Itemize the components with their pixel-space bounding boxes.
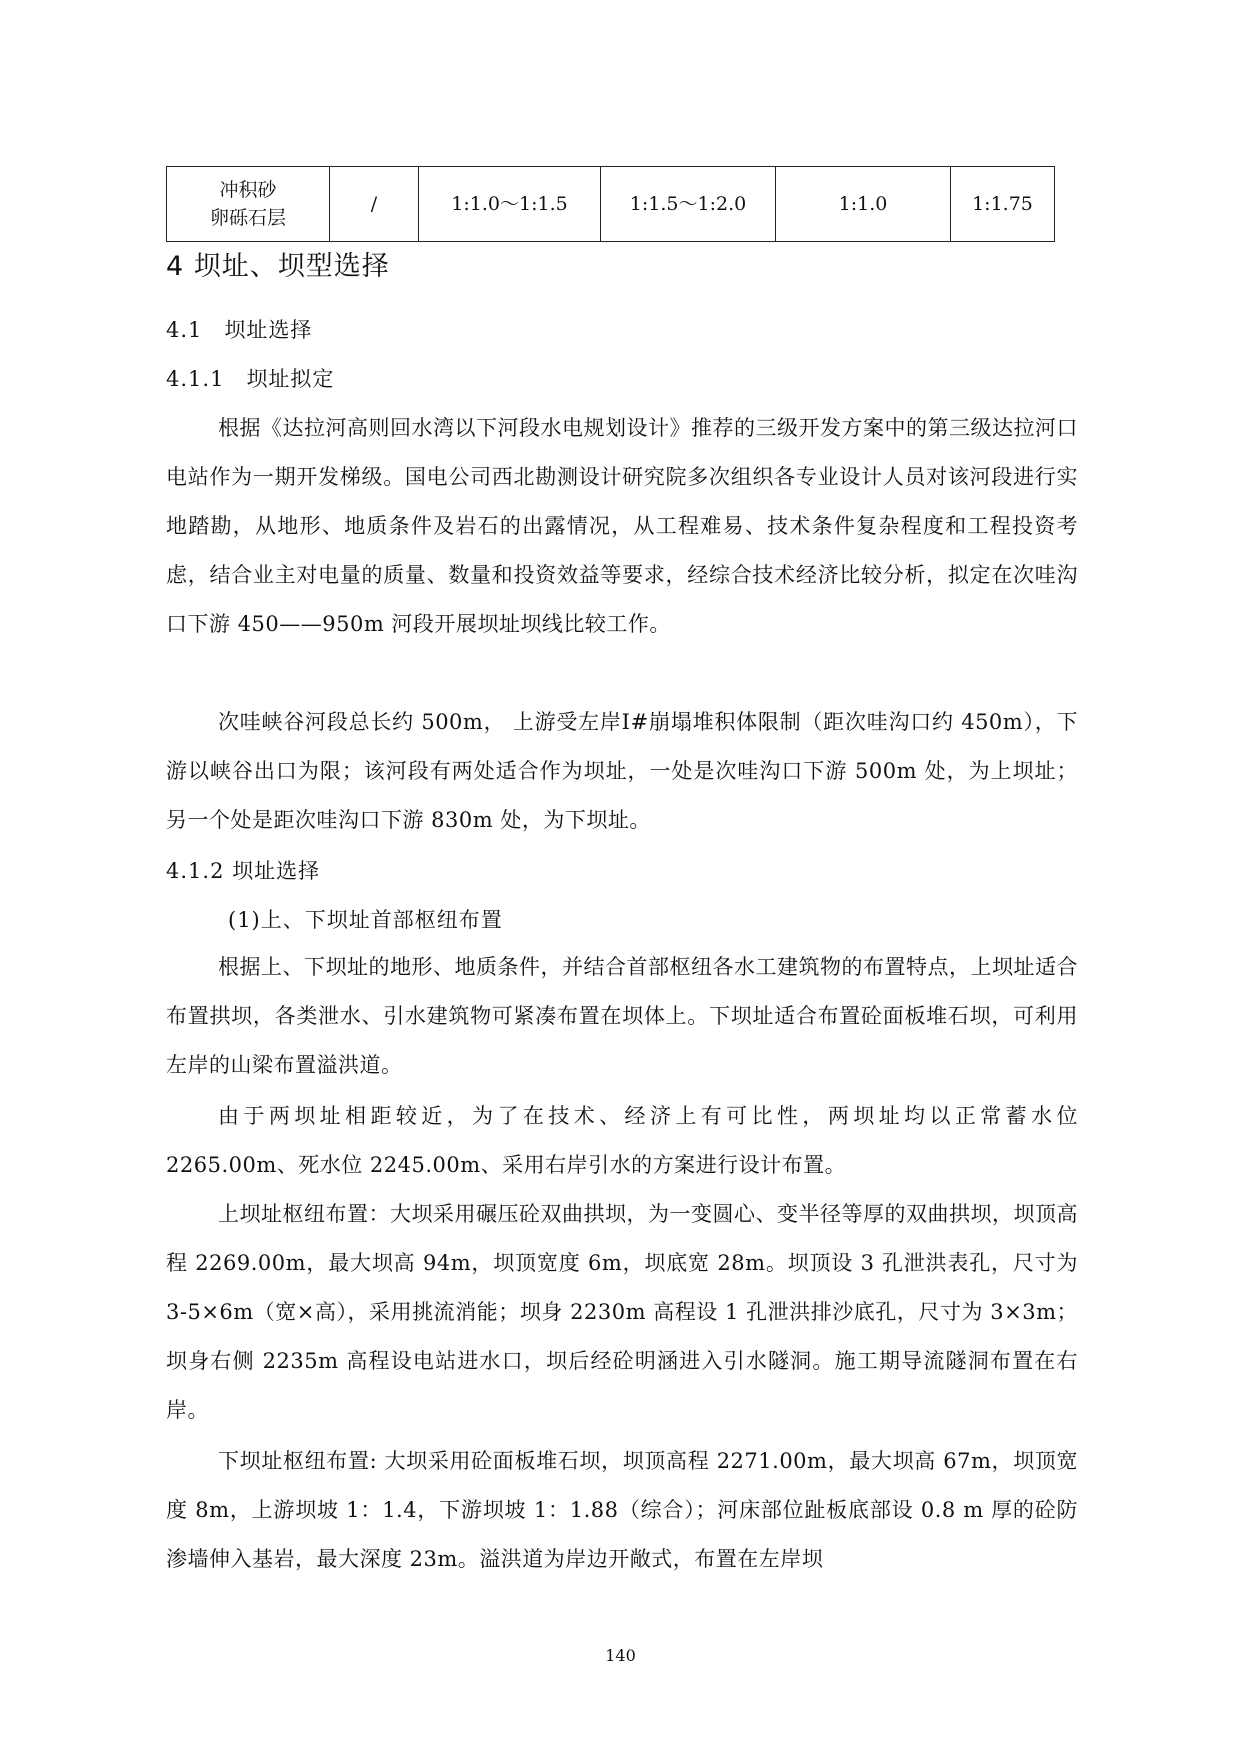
table-cell xyxy=(601,167,776,242)
table-cell xyxy=(951,167,1055,242)
cell-text: 1:1.0～1:1.5 xyxy=(451,193,568,215)
section-title: 坝址选择 xyxy=(224,318,313,342)
table-cell-stratum xyxy=(167,167,330,242)
list-item-heading: (1)上、下坝址首部枢纽布置 xyxy=(228,908,503,932)
paragraph: 下坝址枢纽布置: 大坝采用砼面板堆石坝，坝顶高程 2271.00m，最大坝高 67m，坝顶宽度 8m，上游坝坡 1：1.4，下游坝坡 1：1.88（综合）；河床部位趾板底部设 0.8 m 厚的砼防渗墙伸入基岩，最大深度 23m。溢洪道为岸边开敞式，布置在左岸坝 xyxy=(166,1449,1078,1571)
table-cell xyxy=(776,167,951,242)
section-number: 4.1 xyxy=(166,318,203,342)
slope-ratio-table xyxy=(166,166,1055,242)
section-title: 坝址拟定 xyxy=(246,367,335,391)
paragraph: 由于两坝址相距较近，为了在技术、经济上有可比性，两坝址均以正常蓄水位 2265.00m、死水位 2245.00m、采用右岸引水的方案进行设计布置。 xyxy=(166,1104,1078,1177)
subsection-heading-4-1 xyxy=(166,314,1078,344)
section-number: 4.1.1 xyxy=(166,367,225,391)
table-row xyxy=(167,167,1055,242)
paragraph: 上坝址枢纽布置：大坝采用碾压砼双曲拱坝，为一变圆心、变半径等厚的双曲拱坝，坝顶高程 2269.00m，最大坝高 94m，坝顶宽度 6m，坝底宽 28m。坝顶设 3 孔泄洪表孔，尺寸为 3-5×6m（宽×高），采用挑流消能；坝身 2230m 高程设 1 孔泄洪排沙底孔，尺寸为 3×3m；坝身右侧 2235m 高程设电站进水口，坝后经砼明涵进入引水隧洞。施工期导流隧洞布置在右岸。 xyxy=(166,1202,1078,1422)
table-cell xyxy=(419,167,601,242)
subsection-heading-4-1-2: 4.1.2 坝址选择 xyxy=(166,859,321,883)
table-cell xyxy=(330,167,419,242)
cell-text: 1:1.75 xyxy=(972,193,1033,215)
page-number: 140 xyxy=(605,1646,636,1665)
section-heading: 4 坝址、坝型选择 xyxy=(166,251,390,282)
cell-text: 冲积砂 xyxy=(219,179,277,201)
cell-text: 1:1.0 xyxy=(838,193,888,215)
subsection-heading-4-1-1 xyxy=(166,363,1078,393)
cell-text: / xyxy=(370,193,378,215)
paragraph: 次哇峡谷河段总长约 500m， 上游受左岸Ⅰ#崩塌堆积体限制（距次哇沟口约 450m），下游以峡谷出口为限；该河段有两处适合作为坝址，一处是次哇沟口下游 500m 处，为上坝址；另一个处是距次哇沟口下游 830m 处，为下坝址。 xyxy=(166,710,1078,832)
cell-text: 1:1.5～1:2.0 xyxy=(629,193,747,215)
cell-text: 卵砾石层 xyxy=(209,207,286,229)
paragraph: 根据上、下坝址的地形、地质条件，并结合首部枢纽各水工建筑物的布置特点，上坝址适合布置拱坝，各类泄水、引水建筑物可紧凑布置在坝体上。下坝址适合布置砼面板堆石坝，可利用左岸的山梁布置溢洪道。 xyxy=(166,955,1078,1077)
paragraph: 根据《达拉河高则回水湾以下河段水电规划设计》推荐的三级开发方案中的第三级达拉河口电站作为一期开发梯级。国电公司西北勘测设计研究院多次组织各专业设计人员对该河段进行实地踏勘，从地形、地质条件及岩石的出露情况，从工程难易、技术条件复杂程度和工程投资考虑，结合业主对电量的质量、数量和投资效益等要求，经综合技术经济比较分析，拟定在次哇沟口下游 450——950m 河段开展坝址坝线比较工作。 xyxy=(166,416,1078,636)
